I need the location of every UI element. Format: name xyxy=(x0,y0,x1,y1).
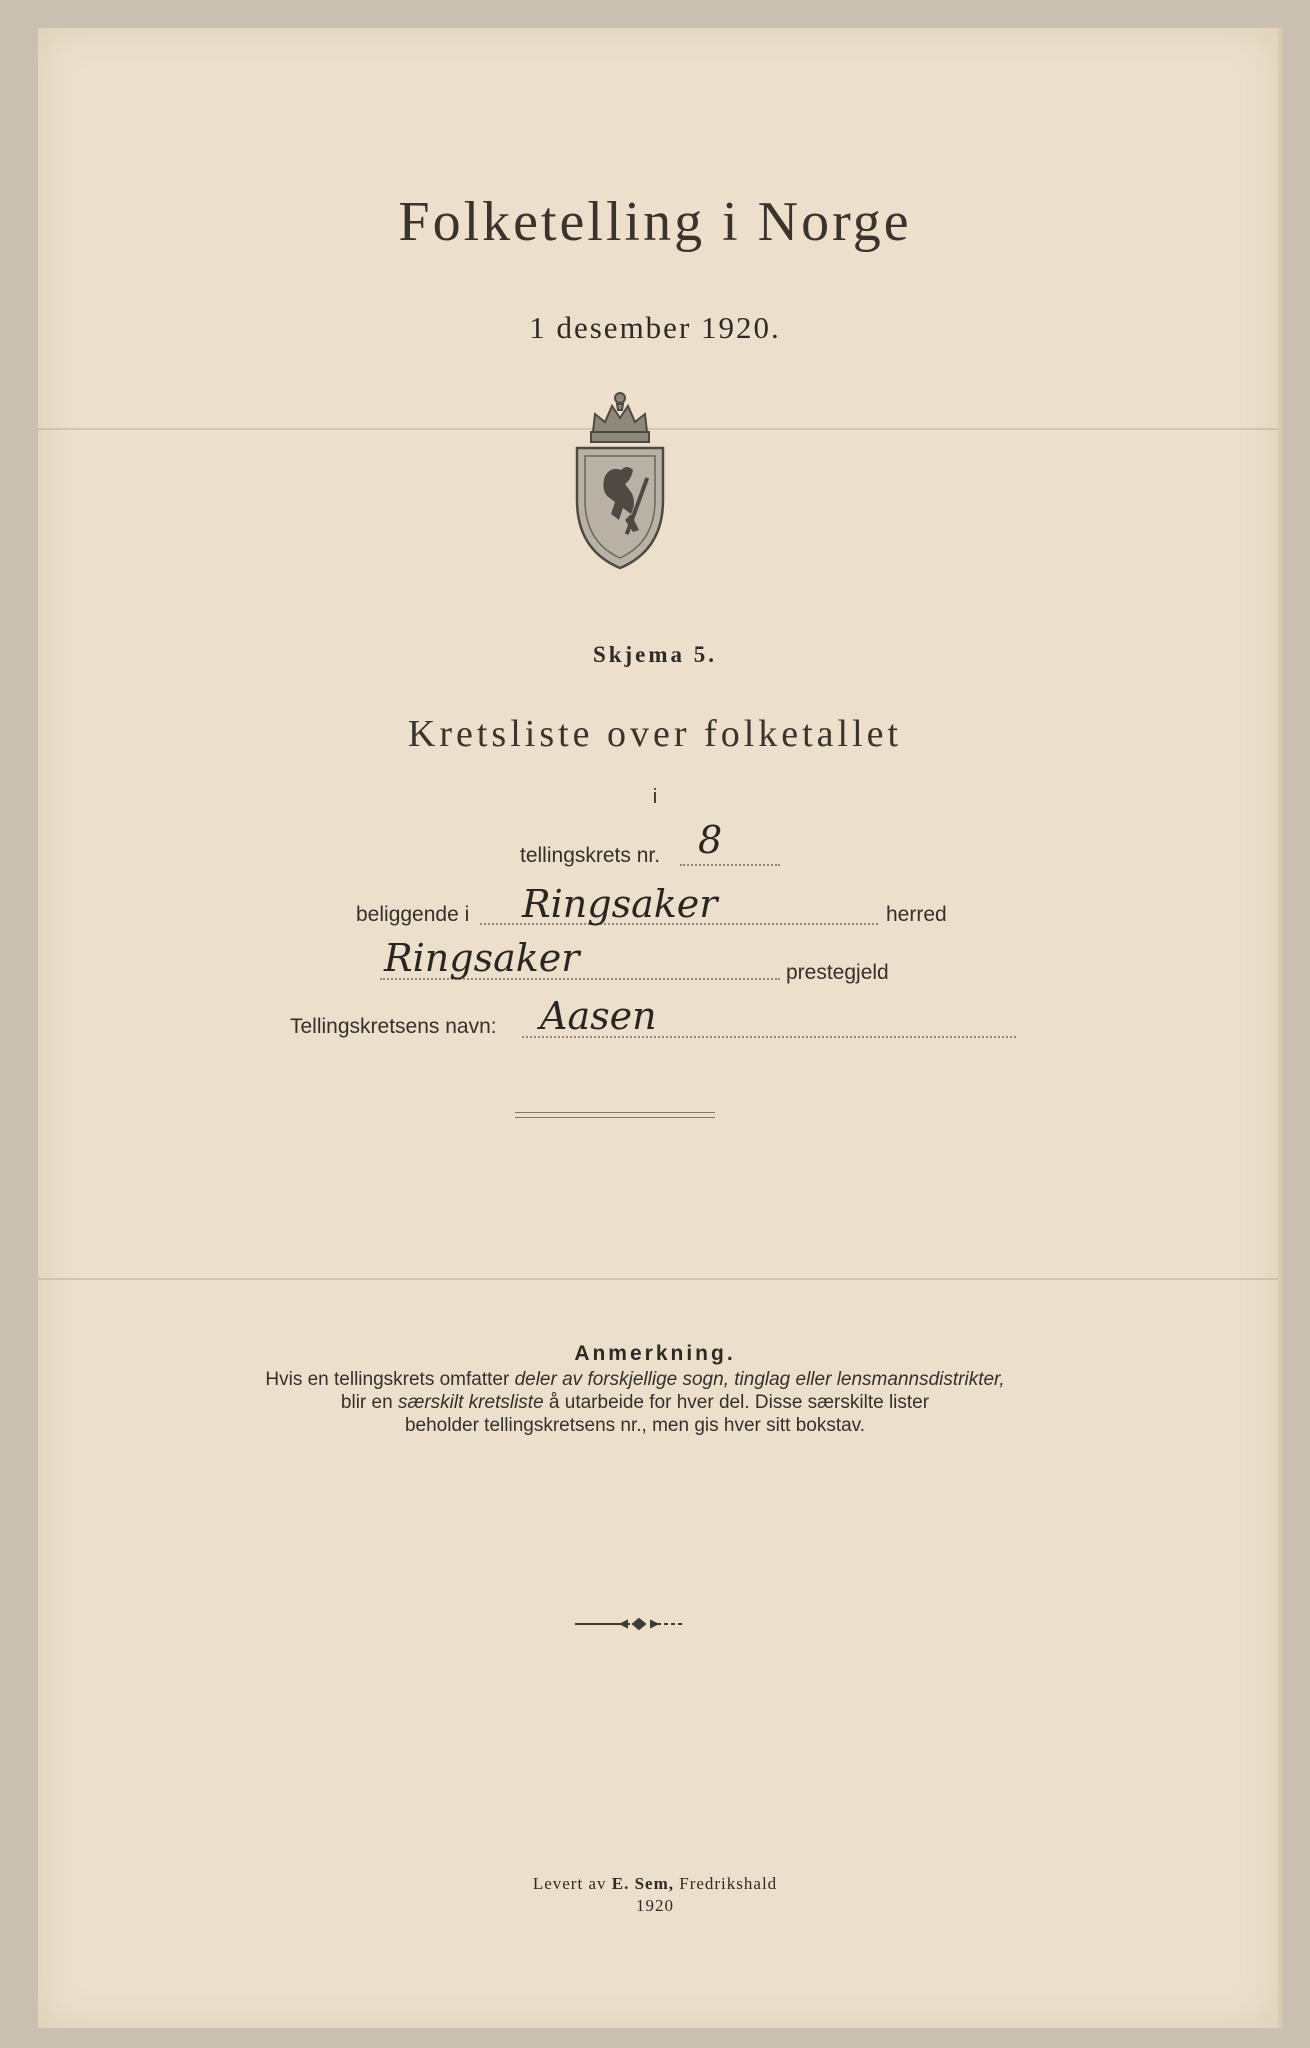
note-line-1 xyxy=(160,1368,1110,1391)
prestegjeld-value: Ringsaker xyxy=(384,936,580,980)
preposition: i xyxy=(652,786,658,808)
census-date: 1 desember 1920. xyxy=(529,310,781,345)
tellingskrets-value: 8 xyxy=(698,818,723,862)
note-line-2-plain: blir en xyxy=(340,1392,398,1413)
note-text xyxy=(160,1368,1110,1437)
printer-place: Fredrikshald xyxy=(673,1874,778,1893)
navn-value: Aasen xyxy=(540,994,657,1038)
herred-label: herred xyxy=(886,903,947,926)
navn-label: Tellingskretsens navn: xyxy=(290,1015,497,1038)
form-number: Skjema 5. xyxy=(592,642,718,667)
section-divider xyxy=(515,1112,715,1118)
printer-prefix: Levert av xyxy=(532,1874,612,1893)
paper-fold xyxy=(38,1278,1278,1280)
note-line-1-italic: deler av forskjellige sogn, tinglag eller lensmannsdistrikter, xyxy=(514,1369,1005,1390)
note-line-2 xyxy=(160,1391,1110,1414)
note-line-3: beholder tellingskretsens nr., men gis hver sitt bokstav. xyxy=(404,1415,866,1436)
printer-name: E. Sem, xyxy=(611,1874,674,1893)
form-heading: Kretsliste over folketallet xyxy=(407,713,903,755)
document-title: Folketelling i Norge xyxy=(398,191,912,253)
printer-year: 1920 xyxy=(636,1896,674,1915)
tellingskrets-line xyxy=(680,864,780,866)
beliggende-value: Ringsaker xyxy=(522,882,718,926)
prestegjeld-label: prestegjeld xyxy=(786,961,889,984)
coat-of-arms-icon xyxy=(565,380,675,580)
note-line-2-italic: særskilt kretsliste xyxy=(397,1392,544,1413)
ornament-divider-icon xyxy=(535,1616,715,1632)
tellingskrets-label: tellingskrets nr. xyxy=(520,844,661,867)
note-line-2-tail: å utarbeide for hver del. Disse særskilte lister xyxy=(543,1392,930,1413)
note-title: Anmerkning. xyxy=(574,1342,736,1365)
note-line-1-plain: Hvis en tellingskrets omfatter xyxy=(265,1369,515,1390)
printer-credit xyxy=(0,1874,1310,1894)
beliggende-label: beliggende i xyxy=(356,903,470,926)
